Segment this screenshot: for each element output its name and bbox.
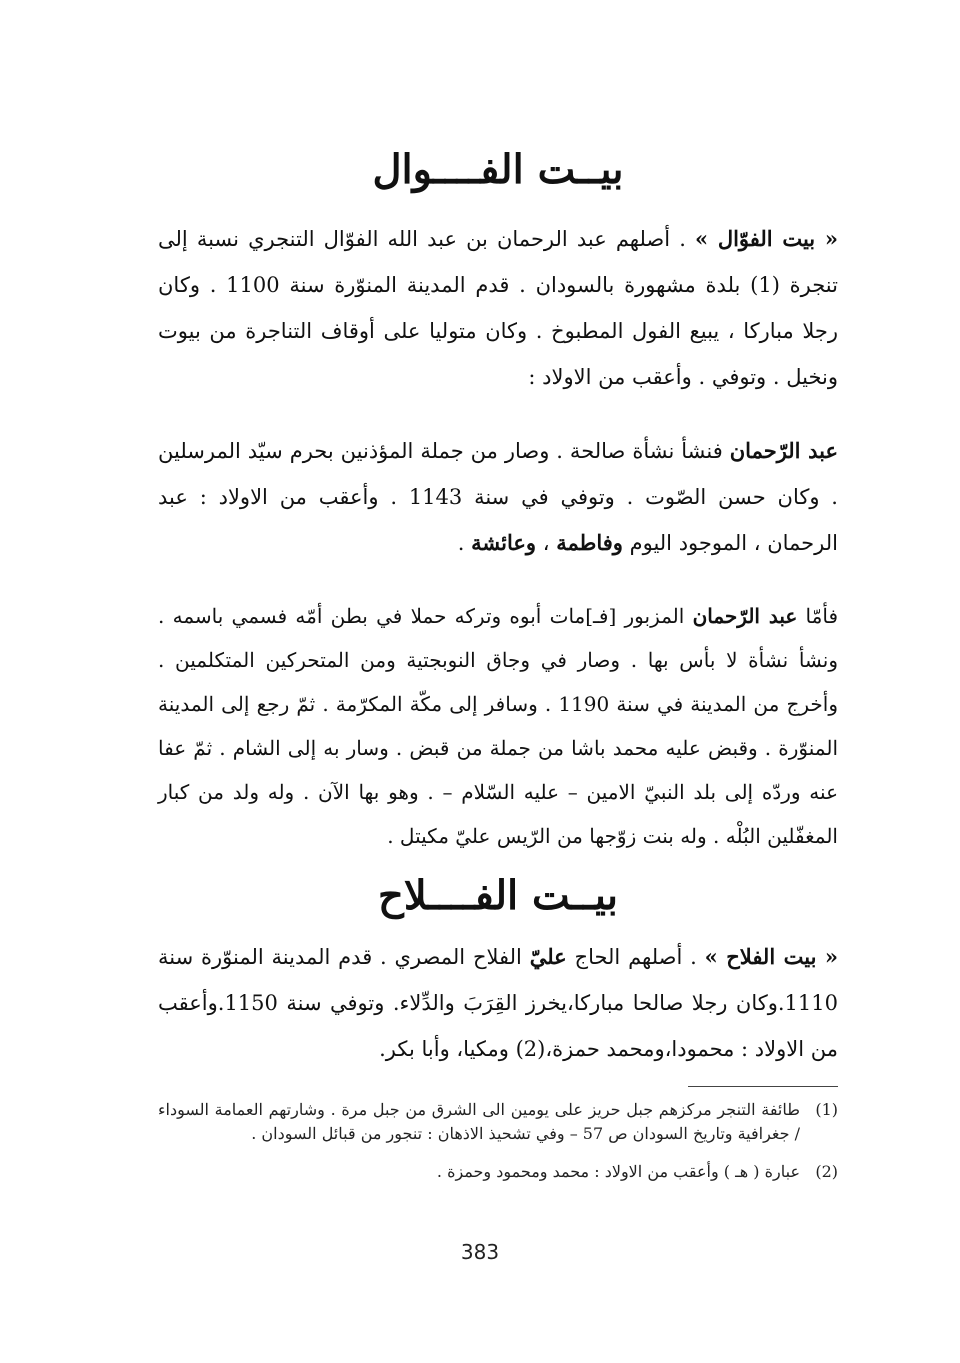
- person-name-fatima: فاطمة: [556, 530, 613, 555]
- paragraph-abdulrahman-second: [158, 594, 838, 858]
- person-name-aisha: وعائشة: [471, 530, 537, 555]
- section-title-fallah: بيــت الفــــلاح: [378, 872, 618, 919]
- separator: ،: [536, 531, 557, 555]
- sentence-end: .: [457, 531, 472, 555]
- paragraph-text: المزبور [فـ]مات أبوه وتركه حملا في بطن أمّه فسمي باسمه . ونشأ نشأة لا بأس بها . وصار في وجاق النوبجتية ومن المتحركين المتكلمين . وأخرج من المدينة في سنة 1190 . وسافر إلى مكّة المكرّمة . ثمّ رجع إلى المدينة المنوّرة . وقبض عليه محمد باشا من جملة من قبض . وسار به إلى الشام . ثمّ عفا عنه وردّه إلى بلد النبيّ الامين – عليه السّلام – . وهو بها الآن . وله ولد من كبار المغفّلين البُلْه . وله بنت زوّجها من الرّيس عليّ مكيتل .: [158, 604, 838, 848]
- footnote-text: عبارة ( هـ ) وأعقب من الاولاد : محمد ومحمود وحمزة .: [436, 1162, 800, 1181]
- footnote-text: طائفة التنجر مركزهم جبل حريز على يومين الى الشرق من جبل مرة . وشارتهم العمامة السوداء / جغرافية وتاريخ السودان ص 57 – وفي تشحيذ الاذهان : تنجور من قبائل السودان .: [158, 1100, 800, 1143]
- footnote-number: (2): [815, 1162, 838, 1181]
- paragraph-text: الفلاح المصري . قدم المدينة المنوّرة سنة 1110.وكان رجلا صالحا مباركا،يخرز القِرَبَ والدِّلاء. وتوفي سنة 1150.وأعقب من الاولاد : محمودا،ومحمد حمزة،(2) ومكيا، وأبا بكر.: [158, 945, 838, 1061]
- person-name-ali: عليّ: [529, 944, 567, 969]
- paragraph-text: . أصلهم عبد الرحمان بن عبد الله الفوّال التنجري نسبة إلى تنجرة (1) بلدة مشهورة بالسودان . قدم المدينة المنوّرة سنة 1100 . وكان رجلا مباركا ، يبيع الفول المطبوخ . وكان متوليا على أوقاف التناجرة من بيوت ونخيل . وتوفي . وأعقب من الاولاد :: [158, 227, 838, 389]
- family-name-fallah: « بيت الفلاح »: [704, 944, 838, 969]
- person-name-abdulrahman-son: عبد الرّحمان: [692, 604, 798, 628]
- family-name-fawwal: « بيت الفوّال »: [694, 226, 838, 251]
- paragraph-abdulrahman-first: [158, 428, 838, 566]
- section-title-fawwal: بيــت الفــــوال: [372, 146, 624, 193]
- page-number: 383: [460, 1240, 500, 1264]
- person-name-abdulrahman: عبد الرّحمان: [729, 438, 838, 463]
- footnote-2: [158, 1160, 838, 1184]
- paragraph-fawwal-origin: [158, 216, 838, 400]
- footnote-divider: [688, 1086, 838, 1087]
- footnotes: [158, 1090, 838, 1184]
- footnote-number: (1): [815, 1100, 838, 1119]
- paragraph-text: . أصلهم الحاج: [566, 945, 705, 969]
- footnote-1: [158, 1098, 838, 1146]
- page-body: [158, 140, 838, 1072]
- conjunction: و: [612, 530, 623, 555]
- paragraph-fallah-origin: [158, 934, 838, 1072]
- paragraph-text: فنشأ نشأة صالحة . وصار من جملة المؤذنين بحرم سيّد المرسلين . وكان حسن الصّوت . وتوفي في سنة 1143 . وأعقب من الاولاد : عبد الرحمان ، الموجود اليوم: [158, 439, 838, 555]
- paragraph-prefix: فأمّا: [797, 604, 839, 628]
